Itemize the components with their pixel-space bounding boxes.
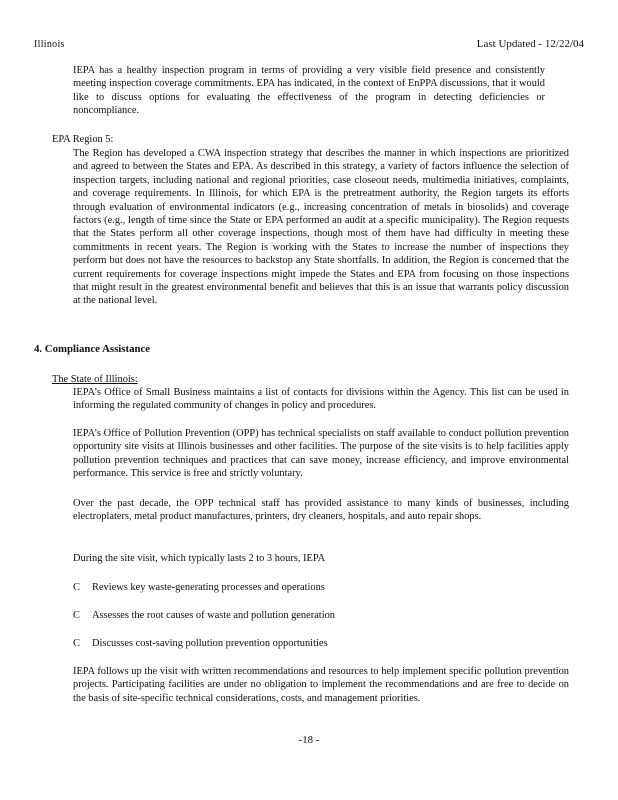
- bullet-text: Assesses the root causes of waste and pollution generation: [92, 610, 335, 621]
- bullet-marker: C: [73, 582, 80, 593]
- paragraph-opp-history: Over the past decade, the OPP technical staff has provided assistance to many kinds of businesses, including electroplaters, metal product manufactures, printers, dry cleaners, hospitals, and auto repair shops.: [73, 498, 569, 523]
- state-label: The State of Illinois:: [52, 374, 138, 385]
- bullet-item: [73, 581, 325, 594]
- bullet-marker: C: [73, 610, 80, 621]
- section-heading: 4. Compliance Assistance: [34, 343, 151, 355]
- page-number: -18 -: [298, 734, 320, 746]
- paragraph-site-visit: During the site visit, which typically lasts 2 to 3 hours, IEPA: [73, 553, 326, 564]
- header-state: Illinois: [34, 39, 65, 50]
- header-last-updated: Last Updated - 12/22/04: [476, 38, 584, 50]
- epa-region-paragraph: The Region has developed a CWA inspection strategy that describes the manner in which inspections are prioritized and agreed to between the States and EPA. As described in this strategy, a variety of factors influence the selection of inspection targets, including national and regional priorities, case closeout needs, multimedia initiatives, complaints, and coverage requirements. In Illinois, for which EPA is the pretreatment authority, the Region targets its efforts through evaluation of environmental indicators (e.g., increasing concentration of metals in biosolids) and coverage factors (e.g., length of time since the State or EPA performed an audit at a specific municipality). The Region requests that the States perform all other coverage inspections, though most of them have had difficulty in meeting these commitments in recent years. The Region is working with the States to increase the number of inspections they perform but does not have the resources to backstop any State shortfalls. In addition, the Region is concerned that the current requirements for coverage inspections might impede the States and EPA from focusing on those inspections that might result in the greatest environmental benefit and believes that this is an issue that warrants policy discussion at the national level.: [73, 148, 569, 307]
- paragraph-small-business: IEPA’s Office of Small Business maintains a list of contacts for divisions within the Agency. This list can be used in informing the regulated community of changes in policy and procedures.: [73, 387, 569, 412]
- bullet-item: [73, 637, 328, 650]
- epa-region-label: EPA Region 5:: [52, 134, 114, 145]
- bullet-text: Reviews key waste-generating processes and operations: [92, 582, 325, 593]
- bullet-item: [73, 609, 335, 622]
- bullet-marker: C: [73, 638, 80, 649]
- intro-paragraph: IEPA has a healthy inspection program in terms of providing a very visible field presence and consistently meeting inspection coverage commitments. EPA has indicated, in the context of EnPPA discussions, that it would like to discuss options for evaluating the effectiveness of the program in detecting deficiencies or noncompliance.: [73, 65, 545, 117]
- paragraph-opp: IEPA’s Office of Pollution Prevention (OPP) has technical specialists on staff available to conduct pollution prevention opportunity site visits at Illinois businesses and other facilities. The purpose of the site visits is to help facilities apply pollution prevention techniques and practices that can save money, increase efficiency, and improve environmental performance. This service is free and strictly voluntary.: [73, 428, 569, 480]
- paragraph-followup: IEPA follows up the visit with written recommendations and resources to help implement specific pollution prevention projects. Participating facilities are under no obligation to implement the recommendations and are free to decide on the basis of site-specific technical considerations, costs, and management priorities.: [73, 666, 569, 704]
- bullet-text: Discusses cost-saving pollution prevention opportunities: [92, 638, 328, 649]
